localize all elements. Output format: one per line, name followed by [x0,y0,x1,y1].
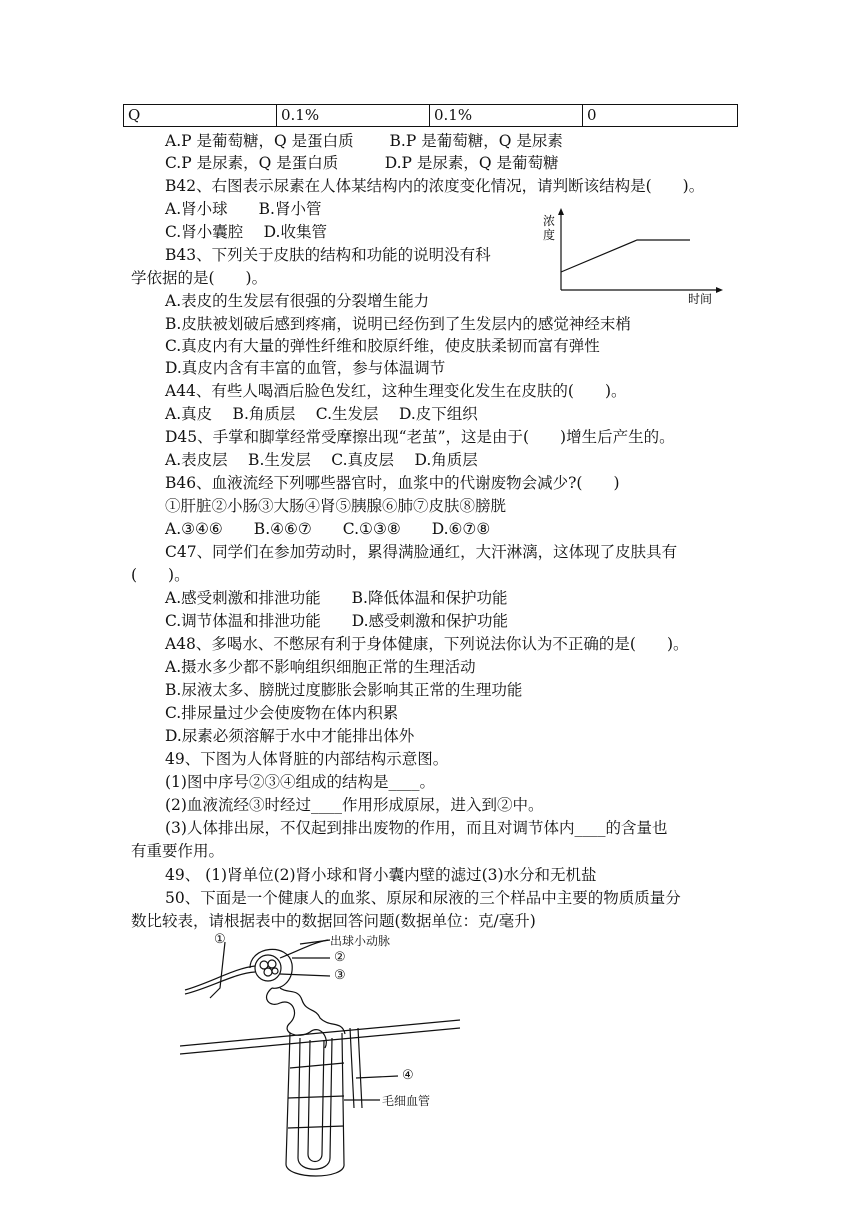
text-line: A44、有些人喝酒后脸色发红，这种生理变化发生在皮肤的( )。 [165,382,627,400]
renal-tubule [267,988,327,1048]
text-line: 50、下面是一个健康人的血浆、原尿和尿液的三个样品中主要的物质质量分 [165,889,681,907]
table-cell: Q [124,105,277,127]
text-line: A.真皮 B.角质层 C.生发层 D.皮下组织 [165,405,478,423]
urea-concentration-graph [538,206,728,306]
label-1: ① [214,932,226,947]
text-line: A48、多喝水、不憋尿有利于身体健康，下列说法你认为不正确的是( )。 [165,635,689,653]
text-line: 有重要作用。 [131,842,225,860]
text-line: B.皮肤被划破后感到疼痛，说明已经伤到了生发层内的感觉神经末梢 [165,315,631,333]
text-line: C.真皮内有大量的弹性纤维和胶原纤维，使皮肤柔韧而富有弹性 [165,337,600,355]
nephron-diagram [180,928,480,1178]
text-line: B46、血液流经下列哪些器官时，血浆中的代谢废物会减少?( ) [165,474,620,492]
table-cell: 0.1% [277,105,430,127]
text-line: (1)图中序号②③④组成的结构是____。 [165,773,435,791]
collecting-duct [350,1028,362,1108]
x-axis-arrow [716,287,723,293]
text-line: (2)血液流经③时经过____作用形成原尿，进入到②中。 [165,796,544,814]
text-line: A.③④⑥ B.④⑥⑦ C.①③⑧ D.⑥⑦⑧ [165,520,491,538]
text-line: D.尿素必须溶解于水中才能排出体外 [165,727,415,745]
text-line: D.真皮内含有丰富的血管，参与体温调节 [165,359,446,377]
nephron-svg [180,928,480,1178]
text-line: B42、右图表示尿素在人体某结构内的浓度变化情况，请判断该结构是( )。 [165,177,705,195]
label-4: ④ [402,1068,414,1083]
y-label-1: 浓 [543,214,556,228]
text-line: A.摄水多少都不影响组织细胞正常的生理活动 [165,658,476,676]
text-line: ( )。 [131,566,190,584]
text-line: A.表皮的生发层有很强的分裂增生能力 [165,292,430,310]
text-line: A.表皮层 B.生发层 C.真皮层 D.角质层 [165,451,478,469]
blood-vessel [180,1020,460,1054]
label-2: ② [334,950,346,965]
text-line: B43、下列关于皮肤的结构和功能的说明没有科 [165,246,491,264]
text-line: C.P 是尿素，Q 是蛋白质 D.P 是尿素，Q 是葡萄糖 [165,154,559,172]
text-line: B.尿液太多、膀胱过度膨胀会影响其正常的生理功能 [165,681,523,699]
text-line: ①肝脏②小肠③大肠④肾⑤胰腺⑥肺⑦皮肤⑧膀胱 [165,497,507,515]
text-line: A.P 是葡萄糖，Q 是蛋白质 B.P 是葡萄糖，Q 是尿素 [165,132,563,150]
text-line: (3)人体排出尿，不仅起到排出废物的作用，而且对调节体内____的含量也 [165,819,668,837]
concentration-line [561,240,690,272]
y-axis-arrow [558,208,564,215]
afferent-arteriole [185,966,255,994]
loop-of-henle [298,1038,332,1169]
text-line: 49、下图为人体肾脏的内部结构示意图。 [165,750,449,768]
table-cell: 0.1% [430,105,583,127]
text-line: A.感受刺激和排泄功能 B.降低体温和保护功能 [165,589,508,607]
y-label-2: 度 [543,228,556,242]
text-line: 49、 (1)肾单位(2)肾小球和肾小囊内壁的滤过(3)水分和无机盐 [165,866,597,884]
text-line: 数比较表，请根据表中的数据回答问题(数据单位：克/毫升) [131,912,536,930]
text-line: D45、手掌和脚掌经常受摩擦出现“老茧”，这是由于( )增生后产生的。 [165,428,675,446]
x-label: 时间 [688,292,713,306]
label-capillary: 毛细血管 [382,1094,431,1108]
data-table [123,104,738,127]
table-row [124,105,738,127]
text-line: C.调节体温和排泄功能 D.感受刺激和保护功能 [165,612,509,630]
text-line: C.排尿量过少会使废物在体内积累 [165,704,399,722]
label-3: ③ [334,968,346,983]
text-line: C47、同学们在参加劳动时，累得满脸通红，大汗淋漓，这体现了皮肤具有 [165,543,678,561]
text-line: C.肾小囊腔 D.收集管 [165,223,327,241]
label-efferent-arteriole: 出球小动脉 [330,934,391,948]
capillary-network [286,1033,344,1176]
graph-svg [538,206,728,306]
text-line: 学依据的是( )。 [131,269,268,287]
text-line: A.肾小球 B.肾小管 [165,200,322,218]
table-cell: 0 [583,105,738,127]
